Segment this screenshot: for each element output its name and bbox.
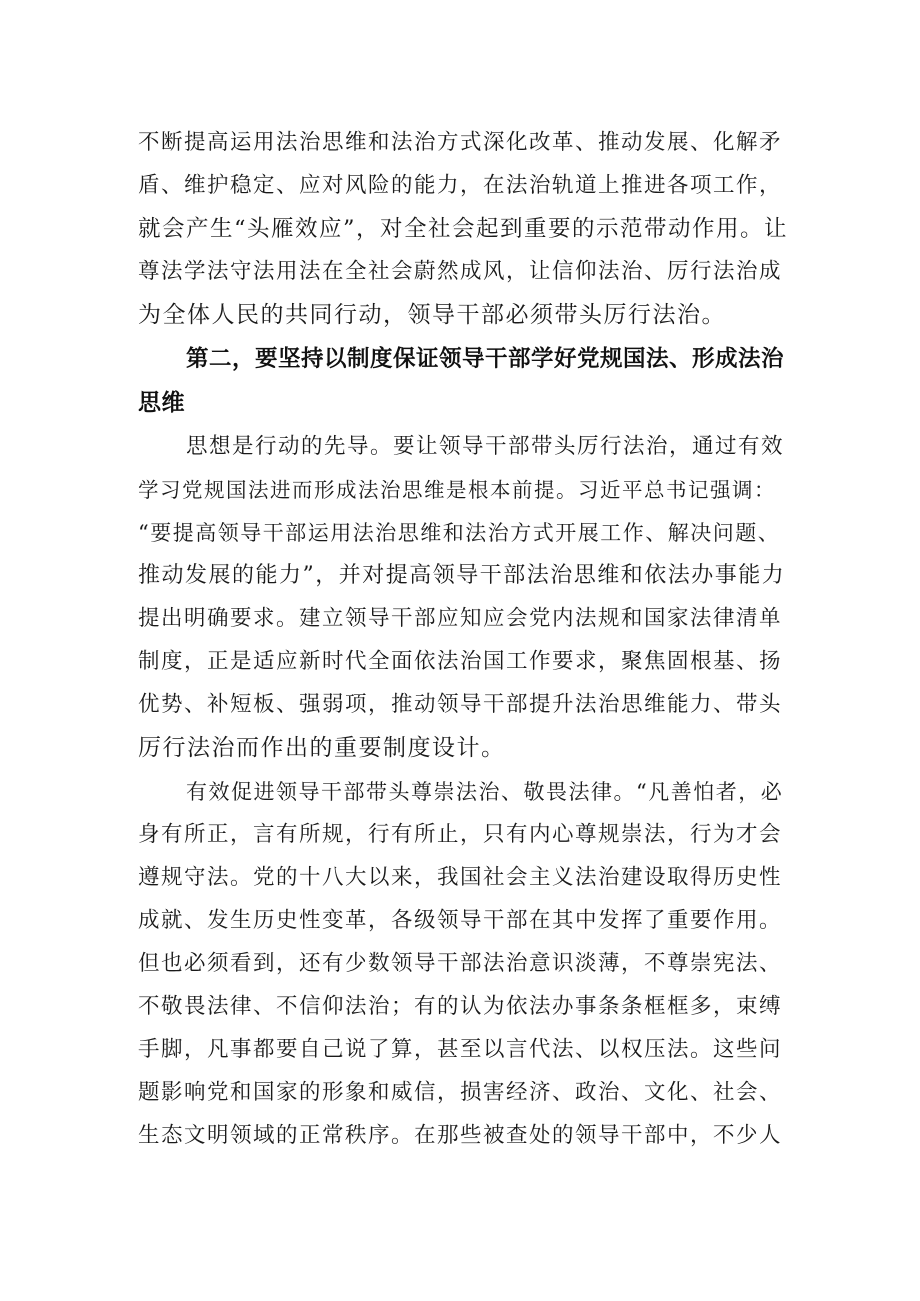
section-heading-line-2: 思维 bbox=[138, 390, 185, 416]
paragraph-1-line-3: 就会产生“头雁效应”，对全社会起到重要的示范带动作用。让 bbox=[138, 216, 789, 242]
section-heading-line-1: 第二，要坚持以制度保证领导干部学好党规国法、形成法治 bbox=[186, 346, 785, 372]
paragraph-3-line-2: 身有所正，言有所规，行有所止，只有内心尊规崇法，行为才会 bbox=[138, 822, 783, 847]
paragraph-3-line-5: 但也必须看到，还有少数领导干部法治意识淡薄，不尊崇宪法、 bbox=[138, 951, 783, 976]
paragraph-3-line-9: 生态文明领域的正常秩序。在那些被查处的领导干部中，不少人 bbox=[138, 1123, 783, 1148]
paragraph-1-line-4: 尊法学法守法用法在全社会蔚然成风，让信仰法治、厉行法治成 bbox=[138, 259, 783, 284]
paragraph-3-line-3: 遵规守法。党的十八大以来，我国社会主义法治建设取得历史性 bbox=[138, 865, 783, 890]
paragraph-2-line-2: 学习党规国法进而形成法治思维是根本前提。习近平总书记强调： bbox=[138, 478, 776, 502]
paragraph-2-line-4: 推动发展的能力”，并对提高领导干部法治思维和依法办事能力 bbox=[138, 563, 786, 588]
paragraph-3-line-1: 有效促进领导干部带头尊崇法治、敬畏法律。“凡善怕者，必 bbox=[186, 780, 784, 804]
paragraph-2-line-6: 制度，正是适应新时代全面依法治国工作要求，聚焦固根基、扬 bbox=[138, 649, 783, 674]
paragraph-1-line-5: 为全体人民的共同行动，领导干部必须带头厉行法治。 bbox=[138, 302, 726, 328]
paragraph-2-line-1: 思想是行动的先导。要让领导干部带头厉行法治，通过有效 bbox=[186, 434, 785, 459]
paragraph-2-line-5: 提出明确要求。建立领导干部应知应会党内法规和国家法律清单 bbox=[138, 606, 783, 631]
paragraph-3-line-6: 不敬畏法律、不信仰法治；有的认为依法办事条条框框多，束缚 bbox=[138, 994, 783, 1019]
paragraph-3-line-4: 成就、发生历史性变革，各级领导干部在其中发挥了重要作用。 bbox=[138, 908, 783, 933]
paragraph-2-line-3: “要提高领导干部运用法治思维和法治方式开展工作、解决问题、 bbox=[138, 521, 781, 545]
paragraph-1-line-2: 盾、维护稳定、应对风险的能力，在法治轨道上推进各项工作， bbox=[138, 173, 783, 198]
paragraph-2-line-8: 厉行法治而作出的重要制度设计。 bbox=[138, 735, 506, 761]
paragraph-3-line-7: 手脚，凡事都要自己说了算，甚至以言代法、以权压法。这些问 bbox=[138, 1037, 783, 1062]
paragraph-1-line-1: 不断提高运用法治思维和法治方式深化改革、推动发展、化解矛 bbox=[138, 130, 783, 155]
paragraph-2-line-7: 优势、补短板、强弱项，推动领导干部提升法治思维能力、带头 bbox=[138, 692, 783, 717]
paragraph-3-line-8: 题影响党和国家的形象和威信，损害经济、政治、文化、社会、 bbox=[138, 1080, 783, 1105]
